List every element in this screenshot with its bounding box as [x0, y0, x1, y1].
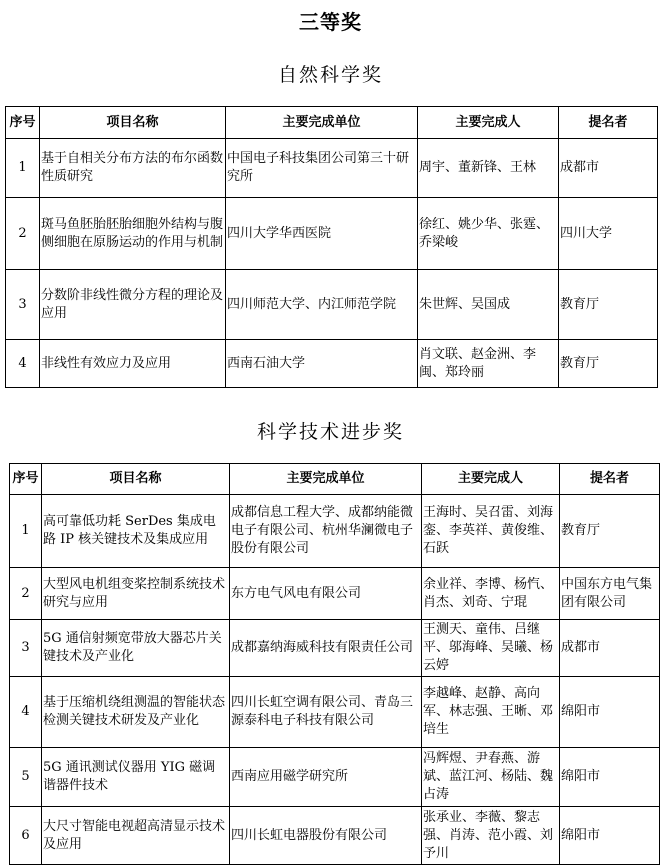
row-unit: 四川大学华西医院: [226, 198, 418, 270]
section-title-natural: 自然科学奖: [277, 64, 383, 86]
row-unit: 西南应用磁学研究所: [230, 748, 422, 807]
row-unit: 四川师范大学、内江师范学院: [226, 270, 418, 340]
table-row: [6, 340, 658, 388]
row-people: 李越峰、赵静、高向军、林志强、王晰、邓培生: [422, 677, 560, 748]
table-header-row: [6, 107, 658, 139]
row-people: 张承业、李薇、黎志强、肖涛、范小霞、刘予川: [422, 807, 560, 865]
row-nominator: 教育厅: [560, 495, 660, 568]
row-project-name: 非线性有效应力及应用: [40, 340, 226, 388]
row-index: 1: [10, 495, 42, 568]
header-people: 主要完成人: [422, 464, 560, 495]
header-unit: 主要完成单位: [230, 464, 422, 495]
row-project-name: 高可靠低功耗 SerDes 集成电路 IP 核关键技术及集成应用: [42, 495, 230, 568]
row-index: 4: [6, 340, 40, 388]
header-unit: 主要完成单位: [226, 107, 418, 139]
row-unit: 成都信息工程大学、成都纳能微电子有限公司、杭州华澜微电子股份有限公司: [230, 495, 422, 568]
row-index: 3: [6, 270, 40, 340]
row-project-name: 大尺寸智能电视超高清显示技术及应用: [42, 807, 230, 865]
row-nominator: 绵阳市: [560, 807, 660, 865]
row-index: 2: [10, 568, 42, 620]
row-project-name: 基于自相关分布方法的布尔函数性质研究: [40, 139, 226, 198]
row-unit: 成都嘉纳海威科技有限责任公司: [230, 620, 422, 677]
page-title: 三等奖: [299, 10, 362, 34]
row-unit: 东方电气风电有限公司: [230, 568, 422, 620]
natural-science-table: [5, 106, 658, 388]
row-nominator: 中国东方电气集团有限公司: [560, 568, 660, 620]
row-nominator: 绵阳市: [560, 677, 660, 748]
table-header-row: [10, 464, 660, 495]
row-project-name: 大型风电机组变桨控制系统技术研究与应用: [42, 568, 230, 620]
row-unit: 中国电子科技集团公司第三十研究所: [226, 139, 418, 198]
header-project-name: 项目名称: [40, 107, 226, 139]
header-index: 序号: [10, 464, 42, 495]
row-nominator: 成都市: [560, 620, 660, 677]
table-row: [6, 198, 658, 270]
header-nominator: 提名者: [560, 464, 660, 495]
row-nominator: 四川大学: [559, 198, 658, 270]
row-index: 3: [10, 620, 42, 677]
row-people: 冯辉煜、尹春燕、游斌、蓝江河、杨陆、魏占涛: [422, 748, 560, 807]
row-unit: 四川长虹电器股份有限公司: [230, 807, 422, 865]
row-nominator: 教育厅: [559, 340, 658, 388]
row-project-name: 斑马鱼胚胎胚胎细胞外结构与腹侧细胞在原肠运动的作用与机制: [40, 198, 226, 270]
row-project-name: 分数阶非线性微分方程的理论及应用: [40, 270, 226, 340]
header-project-name: 项目名称: [42, 464, 230, 495]
row-project-name: 5G 通信射频宽带放大器芯片关键技术及产业化: [42, 620, 230, 677]
row-people: 王测天、童伟、吕继平、邬海峰、吴曦、杨云婷: [422, 620, 560, 677]
row-nominator: 成都市: [559, 139, 658, 198]
row-people: 肖文联、赵金洲、李闽、郑玲丽: [418, 340, 559, 388]
row-index: 4: [10, 677, 42, 748]
row-project-name: 5G 通讯测试仪器用 YIG 磁调谐器件技术: [42, 748, 230, 807]
row-people: 徐红、姚少华、张霆、乔梁峻: [418, 198, 559, 270]
table-row: [6, 139, 658, 198]
row-index: 5: [10, 748, 42, 807]
row-people: 王海时、吴召雷、刘海銮、李英祥、黄俊维、石跃: [422, 495, 560, 568]
row-people: 朱世辉、吴国成: [418, 270, 559, 340]
table-row: [10, 807, 660, 865]
table-row: [10, 677, 660, 748]
section-title-tech: 科学技术进步奖: [256, 421, 404, 443]
row-index: 6: [10, 807, 42, 865]
header-people: 主要完成人: [418, 107, 559, 139]
table-row: [6, 270, 658, 340]
row-people: 周宇、董新锋、王林: [418, 139, 559, 198]
row-index: 2: [6, 198, 40, 270]
row-index: 1: [6, 139, 40, 198]
header-index: 序号: [6, 107, 40, 139]
header-nominator: 提名者: [559, 107, 658, 139]
row-unit: 四川长虹空调有限公司、青岛三源泰科电子科技有限公司: [230, 677, 422, 748]
tech-progress-table: [9, 463, 660, 865]
row-nominator: 绵阳市: [560, 748, 660, 807]
table-row: [10, 748, 660, 807]
table-row: [10, 620, 660, 677]
row-people: 余业祥、李博、杨忾、肖杰、刘奇、宁琨: [422, 568, 560, 620]
table-row: [10, 495, 660, 568]
row-nominator: 教育厅: [559, 270, 658, 340]
row-unit: 西南石油大学: [226, 340, 418, 388]
table-row: [10, 568, 660, 620]
row-project-name: 基于压缩机绕组测温的智能状态检测关键技术研发及产业化: [42, 677, 230, 748]
